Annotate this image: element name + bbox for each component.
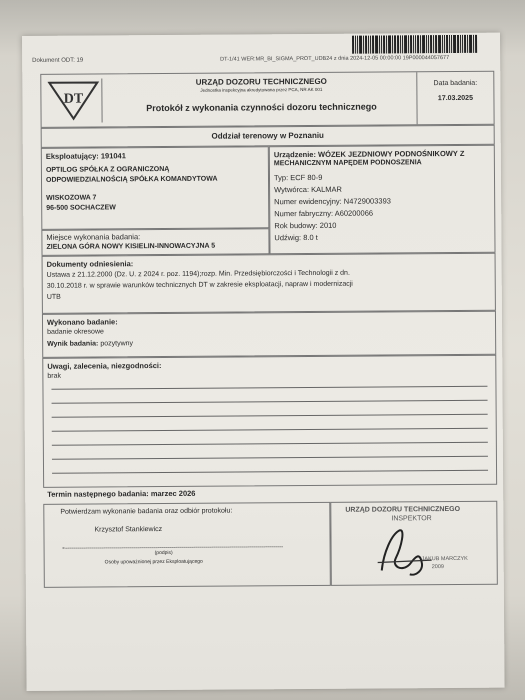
signature-line [63, 546, 283, 549]
remarks-line [52, 442, 488, 446]
reference-docs-line1: Ustawa z 21.12.2000 (Dz. U. z 2024 r. poz. 1194);rozp. Min. Przedsiębiorczości i Technologii z dn. [46, 269, 350, 279]
header-box [40, 71, 494, 128]
receipt-statement: Potwierdzam wykonanie badania oraz odbiór protokołu: [60, 507, 233, 516]
remarks-line [51, 386, 487, 390]
remarks-line [52, 456, 488, 460]
device-manufacturer: Wytwórca: KALMAR [274, 184, 342, 195]
document-id-label: Dokument ODT: 19 [32, 57, 84, 64]
device-type: Typ: ECF 80-9 [273, 172, 323, 183]
branch-name: Oddział terenowy w Poznaniu [41, 125, 495, 148]
remarks-line [52, 428, 488, 432]
udt-logo-icon [45, 78, 102, 122]
remarks-box [42, 355, 497, 488]
operator-label: Eksploatujący: 191041 [45, 151, 126, 161]
device-line1: Urządzenie: WÓZEK JEZDNIOWY PODNOŚNIKOWY Z [273, 148, 465, 160]
location-box [41, 228, 269, 256]
inspector-box [330, 501, 498, 586]
device-serial-number: Numer fabryczny: A60200066 [274, 208, 374, 219]
date-box [416, 72, 493, 125]
barcode-icon [352, 35, 492, 54]
operator-name-line1: OPTILOG SPÓŁKA Z OGRANICZONĄ [45, 165, 170, 174]
reference-docs-line3: UTB [46, 293, 61, 301]
operator-box [41, 146, 270, 230]
remarks-label: Uwagi, zalecenia, niezgodności: [47, 361, 162, 371]
device-year: Rok budowy: 2010 [274, 220, 337, 231]
date-value: 17.03.2025 [437, 94, 473, 103]
remarks-line [52, 400, 488, 404]
inspector-stamp-year: 2009 [431, 564, 444, 571]
date-label: Data badania: [433, 79, 478, 88]
remarks-line [52, 414, 488, 418]
page-title: Protokół z wykonania czynności dozoru technicznego [146, 101, 377, 114]
inspector-stamp-role: INSPEKTOR [391, 515, 432, 523]
location-label: Miejsce wykonania badania: [46, 232, 141, 242]
authorized-person-caption: Osoby upoważnionej przez Eksploatującego [104, 558, 203, 566]
next-inspection: Termin następnego badania: marzec 2026 [47, 488, 196, 499]
remarks-value: brak [47, 372, 62, 380]
result-label: Wynik badania: [47, 340, 99, 348]
accreditation-note: Jednostka inspekcyjna akredytowana przez PCA, NR AK 001 [200, 86, 323, 93]
operator-name-line2: ODPOWIEDZIALNOŚCIĄ SPÓŁKA KOMANDYTOWA [45, 175, 218, 184]
result-value: pozytywny [100, 340, 134, 348]
inspection-box [42, 311, 496, 358]
operator-street: WISKOZOWA 7 [46, 194, 97, 202]
reference-docs-label: Dokumenty odniesienia: [46, 259, 134, 269]
operator-city: 96-500 SOCHACZEW [46, 204, 116, 212]
location-value: ZIELONA GÓRA NOWY KISIELIN-INNOWACYJNA 5 [46, 242, 216, 251]
device-capacity: Udźwig: 8.0 t [274, 232, 318, 243]
receiver-name: Krzysztof Stankiewicz [94, 526, 163, 534]
signature-caption: (podpis) [154, 549, 173, 557]
device-box [269, 145, 496, 255]
protocol-document [22, 33, 505, 691]
device-reg-number: Numer ewidencyjny: N4729003393 [274, 196, 391, 207]
form-code: DT-1/41 WER:MR_BI_SIGMA_PROT_UDB24 z dnia 2024-12-05 00:00:00 19P000044057677 [220, 55, 450, 63]
svg-text:DT: DT [63, 91, 84, 107]
authority-name: URZĄD DOZORU TECHNICZNEGO [195, 76, 327, 87]
inspector-stamp-title: URZĄD DOZORU TECHNICZNEGO [345, 505, 461, 514]
device-line2: MECHANICZNYM NAPĘDEM PODNOSZENIA [273, 159, 422, 168]
inspection-label: Wykonano badanie: [46, 317, 118, 327]
receipt-box [43, 502, 331, 588]
next-inspection-box [43, 485, 495, 502]
reference-docs-box [42, 253, 496, 314]
inspector-stamp-name: JAKUB MARCZYK [421, 555, 468, 563]
inspection-value: badanie okresowe [47, 328, 104, 336]
remarks-line [52, 470, 488, 474]
handwritten-signature-icon [371, 522, 441, 580]
reference-docs-line2: 30.10.2018 r. w sprawie warunków technicznych DT w zakresie eksploatacji, napraw i modernizacji [46, 280, 353, 290]
